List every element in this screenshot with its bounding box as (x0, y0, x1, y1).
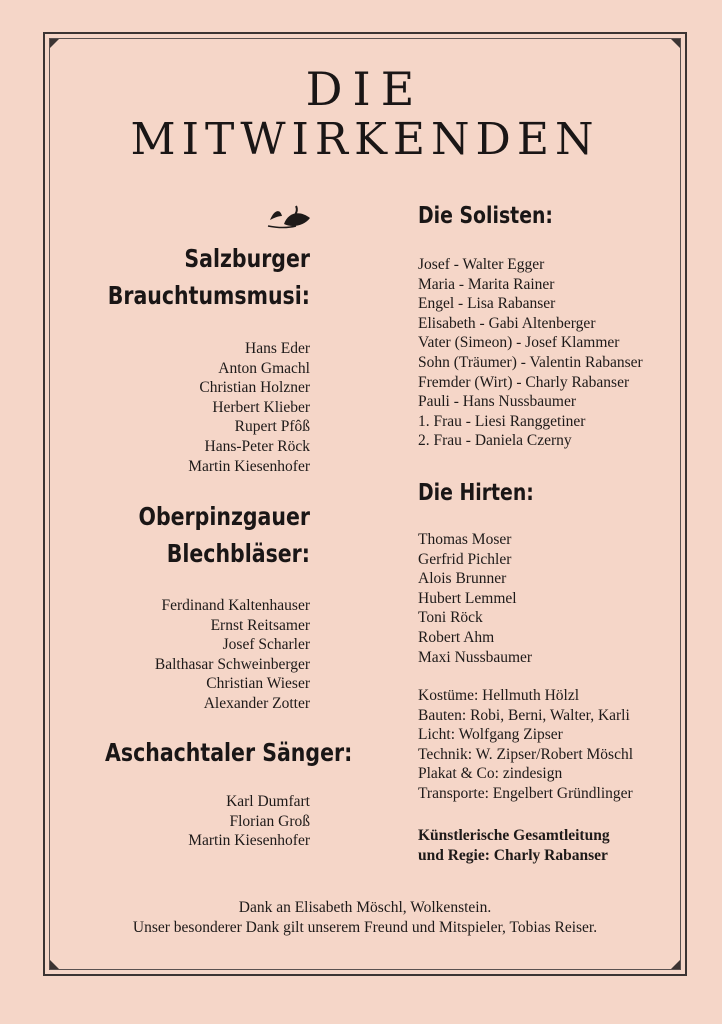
list-item: Anton Gmachl (218, 359, 310, 377)
footer-thanks-line-1: Dank an Elisabeth Möschl, Wolkenstein. (238, 899, 492, 916)
list-item: Hans Eder (245, 340, 310, 357)
list-item: Technik: W. Zipser/Robert Möschl (418, 745, 634, 763)
leaf-ornament-icon (266, 202, 312, 232)
section-leitung (418, 826, 680, 866)
list-item: Kostüme: Hellmuth Hölzl (418, 687, 580, 704)
list-item: Thomas Moser (418, 531, 512, 548)
heading-solisten: Die Solisten: (418, 203, 553, 229)
list-item: Maria - Marita Rainer (418, 275, 555, 293)
list-hirten (418, 530, 680, 667)
list-item: Licht: Wolfgang Zipser (418, 726, 563, 744)
corner-ornament-bottom-right (671, 960, 680, 969)
list-item: Ferdinand Kaltenhauser (161, 597, 310, 614)
list-item: Engel - Lisa Rabanser (418, 295, 556, 313)
section-blechblaeser (60, 498, 310, 714)
list-crew (418, 686, 680, 804)
list-item: Karl Dumfart (226, 793, 310, 810)
leitung-line-1: Künstlerische Gesamtleitung (418, 827, 610, 844)
list-item: Gerfrid Pichler (418, 550, 512, 568)
list-item: Florian Groß (229, 812, 310, 830)
list-item: Hans-Peter Röck (204, 437, 310, 455)
section-crew (418, 686, 680, 804)
list-item: Alois Brunner (418, 570, 507, 588)
list-item: Josef - Walter Egger (418, 256, 545, 273)
list-item: Alexander Zotter (203, 694, 310, 712)
list-item: Martin Kiesenhofer (188, 457, 310, 475)
title-line-1: DIE (305, 62, 425, 116)
list-item: Elisabeth - Gabi Altenberger (418, 314, 596, 332)
section-brauchtumsmusi (60, 240, 310, 476)
list-item: Josef Scharler (222, 636, 310, 654)
heading-aschachtaler-saenger: Aschachtaler Sänger: (105, 738, 353, 767)
list-item: Christian Holzner (199, 379, 310, 397)
heading-blechblaeser: Blechbläser: (166, 539, 310, 568)
list-item: Christian Wieser (206, 675, 310, 693)
list-item: Hubert Lemmel (418, 589, 517, 607)
list-item: Herbert Klieber (212, 398, 310, 416)
corner-ornament-top-left (50, 39, 59, 48)
leitung-line-2: und Regie: Charly Rabanser (418, 847, 608, 864)
list-item: Fremder (Wirt) - Charly Rabanser (418, 373, 630, 391)
section-solisten (418, 198, 680, 451)
heading-hirten: Die Hirten: (418, 480, 534, 506)
list-item: Sohn (Träumer) - Valentin Rabanser (418, 353, 643, 371)
heading-brauchtumsmusi: Brauchtumsmusi: (107, 281, 310, 310)
list-item: Balthasar Schweinberger (154, 655, 310, 673)
title-line-2: MITWIRKENDEN (130, 114, 600, 165)
list-item: Toni Röck (418, 609, 483, 627)
list-item: Rupert Pfôß (234, 418, 310, 436)
list-item: Robert Ahm (418, 628, 495, 646)
section-hirten (418, 475, 680, 667)
list-solisten (418, 255, 680, 451)
list-brauchtumsmusi (60, 339, 310, 476)
list-item: 2. Frau - Daniela Czerny (418, 432, 572, 450)
list-item: Ernst Reitsamer (210, 616, 310, 634)
heading-salzburger: Salzburger (184, 244, 310, 273)
footer-thanks-line-2: Unser besonderer Dank gilt unserem Freund und Mitspieler, Tobias Reiser. (132, 919, 598, 936)
list-item: Transporte: Engelbert Gründlinger (418, 784, 633, 802)
list-item: Martin Kiesenhofer (188, 832, 310, 850)
section-saenger (60, 734, 353, 851)
corner-ornament-bottom-left (50, 960, 59, 969)
list-saenger (60, 792, 310, 851)
list-item: Plakat & Co: zindesign (418, 765, 563, 783)
list-item: Vater (Simeon) - Josef Klammer (418, 334, 620, 352)
heading-oberpinzgauer: Oberpinzgauer (138, 502, 310, 531)
corner-ornament-top-right (671, 39, 680, 48)
list-item: Pauli - Hans Nussbaumer (418, 393, 576, 411)
list-item: 1. Frau - Liesi Ranggetiner (418, 412, 586, 430)
list-blechblaeser (60, 596, 310, 714)
list-item: Bauten: Robi, Berni, Walter, Karli (418, 706, 630, 724)
list-item: Maxi Nussbaumer (418, 648, 533, 666)
